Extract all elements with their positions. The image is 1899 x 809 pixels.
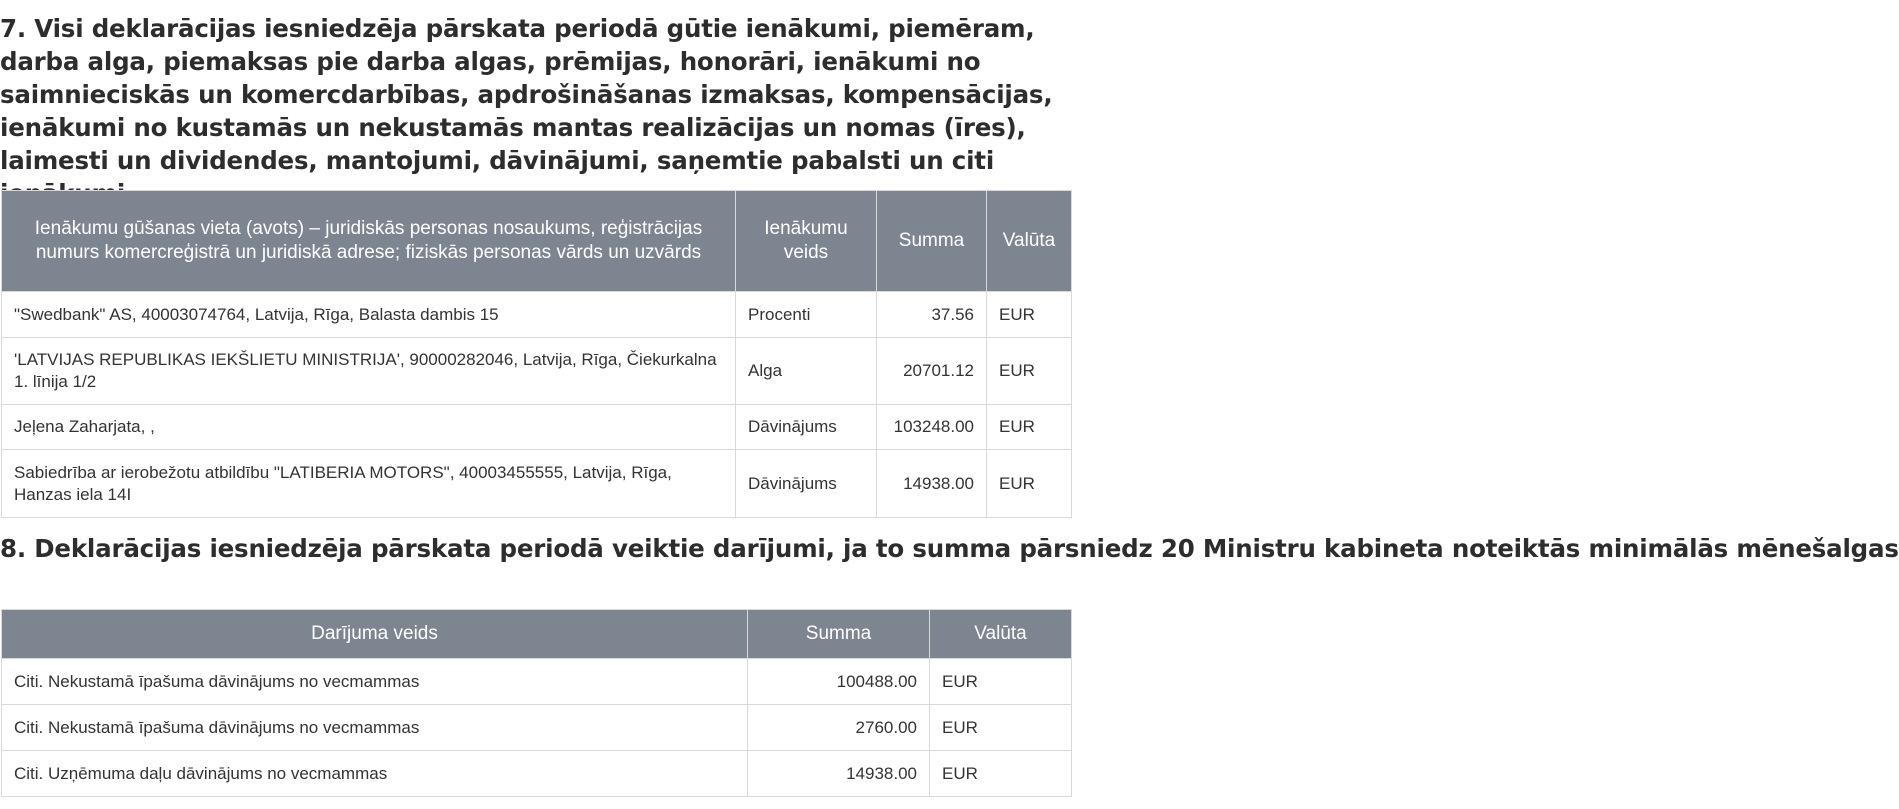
transactions-table bbox=[1, 609, 1072, 797]
table-row bbox=[2, 405, 1072, 450]
transaction-amount: 2760.00 bbox=[748, 705, 930, 751]
income-source: 'LATVIJAS REPUBLIKAS IEKŠLIETU MINISTRIJA', 90000282046, Latvija, Rīga, Čiekurkalna 1. līnija 1/2 bbox=[2, 338, 736, 405]
income-type: Dāvinājums bbox=[736, 450, 877, 518]
transaction-type: Citi. Nekustamā īpašuma dāvinājums no vecmammas bbox=[2, 659, 748, 705]
income-type: Dāvinājums bbox=[736, 405, 877, 450]
transaction-currency: EUR bbox=[930, 705, 1072, 751]
table-row bbox=[2, 338, 1072, 405]
table-row bbox=[2, 751, 1072, 797]
income-amount: 37.56 bbox=[877, 292, 987, 338]
header-transaction-currency: Valūta bbox=[930, 610, 1072, 659]
transaction-amount: 14938.00 bbox=[748, 751, 930, 797]
table-row bbox=[2, 450, 1072, 518]
income-currency: EUR bbox=[987, 338, 1072, 405]
table-row bbox=[2, 705, 1072, 751]
income-currency: EUR bbox=[987, 450, 1072, 518]
table-row bbox=[2, 659, 1072, 705]
income-amount: 14938.00 bbox=[877, 450, 987, 518]
table-row bbox=[2, 292, 1072, 338]
transaction-currency: EUR bbox=[930, 659, 1072, 705]
income-amount: 20701.12 bbox=[877, 338, 987, 405]
transaction-type: Citi. Uzņēmuma daļu dāvinājums no vecmammas bbox=[2, 751, 748, 797]
income-table bbox=[1, 190, 1072, 518]
income-source: Sabiedrība ar ierobežotu atbildību "LATIBERIA MOTORS", 40003455555, Latvija, Rīga, Hanzas iela 14I bbox=[2, 450, 736, 518]
header-income-source: Ienākumu gūšanas vieta (avots) – juridiskās personas nosaukums, reģistrācijas numurs komercreģistrā un juridiskā adrese; fiziskās personas vārds un uzvārds bbox=[2, 191, 736, 292]
header-transaction-amount: Summa bbox=[748, 610, 930, 659]
income-amount: 103248.00 bbox=[877, 405, 987, 450]
income-type: Alga bbox=[736, 338, 877, 405]
income-source: "Swedbank" AS, 40003074764, Latvija, Rīga, Balasta dambis 15 bbox=[2, 292, 736, 338]
transactions-table-header-row bbox=[2, 610, 1072, 659]
section-8-title: 8. Deklarācijas iesniedzēja pārskata periodā veiktie darījumi, ja to summa pārsniedz 20 Ministru kabineta noteiktās minimālās mēnešalgas bbox=[0, 534, 1899, 563]
income-source: Jeļena Zaharjata, , bbox=[2, 405, 736, 450]
transaction-currency: EUR bbox=[930, 751, 1072, 797]
header-income-currency: Valūta bbox=[987, 191, 1072, 292]
section-7-title: 7. Visi deklarācijas iesniedzēja pārskata periodā gūtie ienākumi, piemēram, darba alga, piemaksas pie darba algas, prēmijas, honorāri, ienākumi no saimnieciskās un komercdarbības, apdrošināšanas izmaksas, kompensācijas, ienākumi no kustamās un nekustamās mantas realizācijas un nomas (īres), laimesti un dividendes, mantojumi, dāvinājumi, saņemtie pabalsti un citi bbox=[0, 14, 1053, 175]
income-currency: EUR bbox=[987, 292, 1072, 338]
transaction-amount: 100488.00 bbox=[748, 659, 930, 705]
transaction-type: Citi. Nekustamā īpašuma dāvinājums no vecmammas bbox=[2, 705, 748, 751]
income-table-header-row bbox=[2, 191, 1072, 292]
header-income-amount: Summa bbox=[877, 191, 987, 292]
header-transaction-type: Darījuma veids bbox=[2, 610, 748, 659]
header-income-type: Ienākumu veids bbox=[736, 191, 877, 292]
income-currency: EUR bbox=[987, 405, 1072, 450]
income-type: Procenti bbox=[736, 292, 877, 338]
